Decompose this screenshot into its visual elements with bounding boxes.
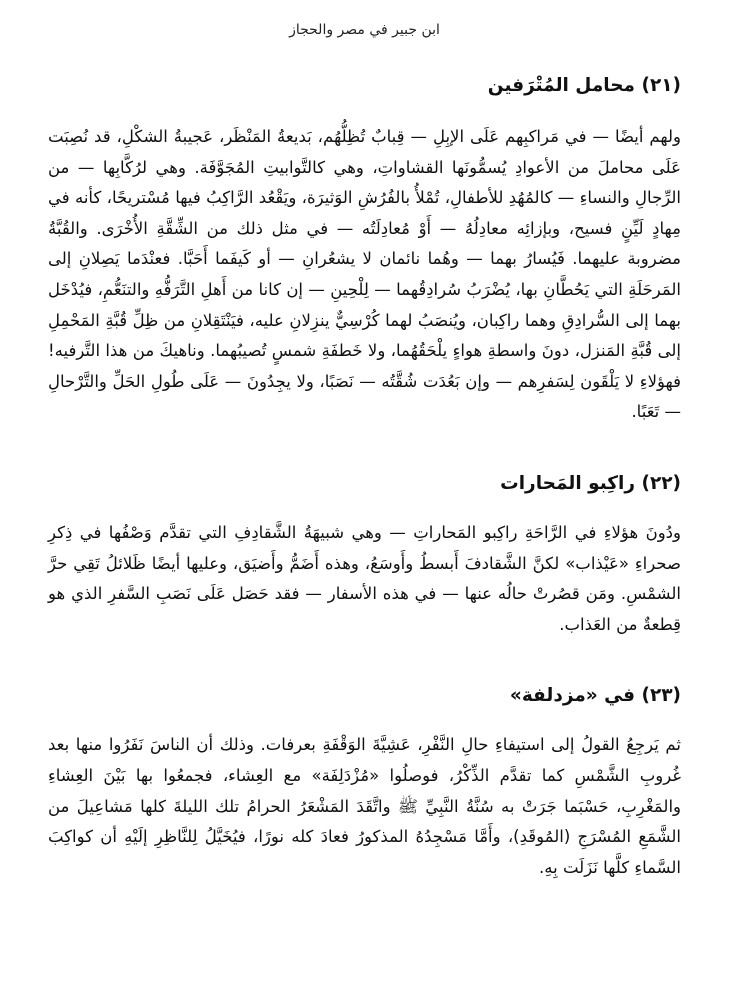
section-title: محامل المُتْرَفين bbox=[487, 75, 636, 96]
section-number: (٢٢) bbox=[641, 472, 681, 494]
section-heading bbox=[48, 470, 681, 498]
section-22 bbox=[48, 470, 681, 640]
section-paragraph: ولهم أيضًا — في مَراكبِهم عَلَى الإبِلِ — قِبابٌ تُظِلُّهُم، بَديعةُ المَنْظَر، عَجيبةُ الشكْلِ، قد نُصِبَت عَلَى محاملَ من الأعوادِ يُسمُّونَها القشاواتِ، وهي كالتَّوابيتِ المُجَوَّفَة. وهي لرُكَّابِها — من الرِّجالِ والنساءِ — كالمُهُدِ للأطفالِ، تُمْلأُ بالفُرُشِ الوَثيرَة، ويَقْعُد الرَّاكِبُ فيها مُسْتريحًا، كأنه في مِهادٍ لَيِّنٍ فسيح، وبإزائِه معادِلُهُ — أَوْ مُعادِلَتُه — في مثل ذلك من الشِّقَّةِ الأُخْرَى. والقُبَّةُ مضروبة عليهما. فَيُسارُ بهما — وهُما نائمان لا يشعُرانِ — أو كَيفَما أَحَبَّا. فعنْدَما يَصِلانِ إلى المَرحَلَةِ التي يَحُطَّانِ بها، يُضْرَبُ سُرادِقُهما — لِلْحِينِ — إن كانا من أَهلِ التَّرَفُّهِ والتنَعُّمِ، فيُدْخَل بهما إلى السُّرادِقِ وهما راكِبان، ويُنصَبُ لهما كُرْسِيٌّ ينزِلانِ عليه، فيَنْتَقِلانِ من ظِلِّ قُبَّةِ المَحْمِلِ إلى قُبَّةِ المَنزل، دونَ واسطةِ هواءٍ يلْحَقُهُما، ولا خَطفَةِ شمسٍ تُصيبُهما. وناهيكَ من هذا التَّرفيه! فهؤلاءِ لا يَلْقَون لِسَفرِهم — وإن بَعُدَت شُقَّتُه — نَصَبًا، ولا يجِدُونَ — عَلَى طُولِ الحَلِّ والتَّرْحالِ — تَعَبًا. bbox=[48, 127, 681, 422]
section-21 bbox=[48, 72, 681, 428]
section-number: (٢٣) bbox=[641, 685, 681, 707]
section-23 bbox=[48, 682, 681, 883]
section-paragraph: ثم يَرجِعُ القولُ إلى استيفاءِ حالِ النَّفْرِ، عَشِيَّةَ الوَقْفَةِ بعرفات. وذلك أن الناسَ نَفَرُوا منها بعد غُروبِ الشَّمْسِ كما تقدَّم الذِّكْرُ، فوصلُوا «مُزْدَلِفَة» مع العِشاء، فجمعُوا بها بَيْنَ العِشاءِ والمَغْرِبِ، حَسْبَما جَرَتْ به سُنَّةُ النَّبِيِّ ﷺ واتَّقَدَ المَشْعَرُ الحرامُ تلك الليلةَ كلها مَشاعِيلَ من الشَّمَعِ المُسْرَجِ (المُوقَدِ)، وأَمَّا مَسْجِدُهُ المذكورُ فعادَ كله نورًا، فيُخَيَّلُ لِلنَّاظِرِ إلَيْهِ أن كواكِبَ السَّماءِ كلَّها نَزَلَت بِهِ. bbox=[48, 735, 681, 877]
section-title: في «مزدلفة» bbox=[509, 685, 636, 707]
section-number: (٢١) bbox=[641, 75, 681, 96]
section-heading bbox=[48, 72, 681, 100]
section-heading bbox=[48, 682, 681, 710]
section-paragraph: ودُونَ هؤلاءِ في الرَّاحَةِ راكِبو المَحاراتِ — وهي شبيهَةُ الشَّقادِفِ التي تقدَّم وَصْفُها في ذِكرِ صحراءِ «عَيْذاب» لكنَّ الشَّقادفَ أَبسطُ وأَوسَعُ، وهذه أَضَمُّ وأَضيَق، وعليها أيضًا ظَلائلُ تَقِي حرَّ الشمْسِ. ومَن قصُرتْ حالُه عنها — في هذه الأسفار — فقد حَصَل عَلَى نَصَبِ السَّفرِ الذي هو قِطعةٌ من العَذاب. bbox=[48, 522, 681, 634]
running-header: ابن جبير في مصر والحجاز bbox=[289, 22, 440, 38]
section-title: راكِبو المَحارات bbox=[500, 472, 636, 494]
